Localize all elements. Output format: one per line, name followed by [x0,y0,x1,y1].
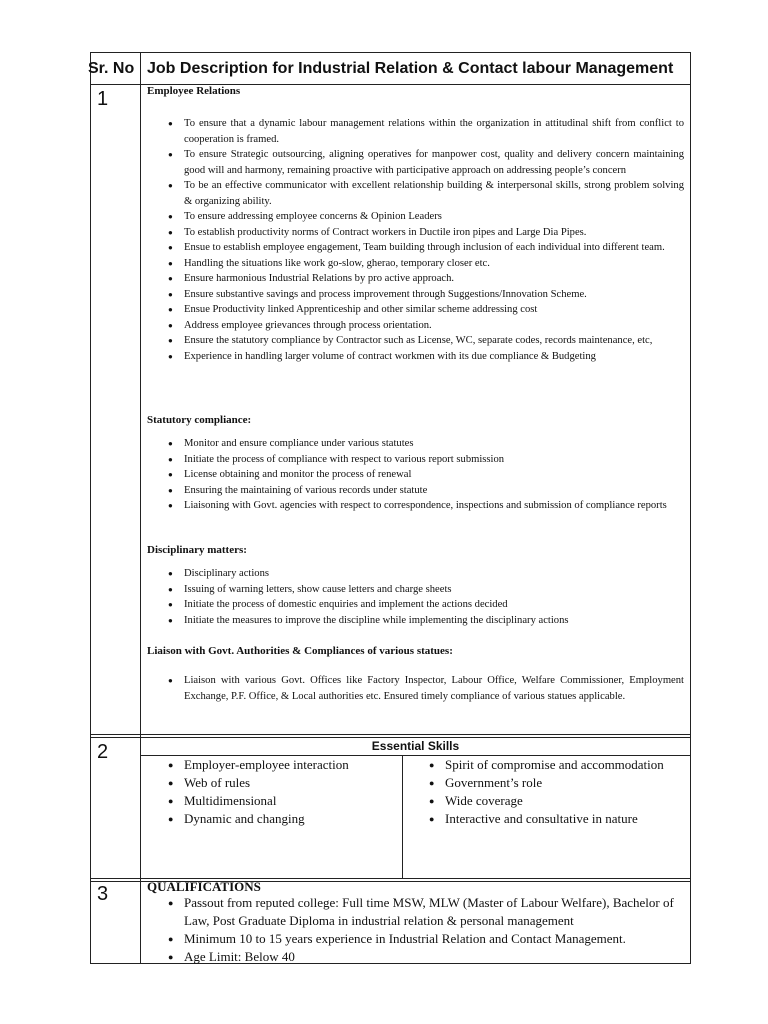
employee-relations-title: Employee Relations [147,85,241,97]
list-item: ● Age Limit: Below 40 [166,948,684,966]
table-border-right [690,52,691,964]
list-item: ● Ensure substantive savings and process improvement through Suggestions/Innovation Scheme. [166,287,684,303]
list-item: ● Monitor and ensure compliance under various statutes [166,436,684,452]
list-item: ● To ensure addressing employee concerns & Opinion Leaders [166,209,684,225]
row3-number: 3 [97,883,109,905]
list-item: ● Spirit of compromise and accommodation [427,756,667,774]
skills-right-list [427,756,667,828]
list-item: ● To ensure Strategic outsourcing, aligning operatives for manpower cost, quality and delivery concern maintaining good will and harmony, remaining proactive with participative approach on addressing people’s concern [166,147,684,178]
statutory-compliance-list [166,436,684,514]
qualifications-title: QUALIFICATIONS [147,879,261,894]
list-item: ● Multidimensional [166,792,396,810]
list-item: ● Employer-employee interaction [166,756,396,774]
list-item: ● License obtaining and monitor the process of renewal [166,467,684,483]
table-border-top [90,52,691,53]
list-item: ● Experience in handling larger volume of contract workmen with its due compliance & Budgeting [166,349,684,365]
disciplinary-matters-list [166,566,684,628]
list-item: ● Liaison with various Govt. Offices like Factory Inspector, Labour Office, Welfare Commissioner, Employment Exchange, P.F. Office, & Local authorities etc. Ensured timely compliance of various statues applicable. [166,673,684,704]
header-job-description: Job Description for Industrial Relation & Contact labour Management [147,60,674,77]
list-item: ● Initiate the process of compliance with respect to various report submission [166,452,684,468]
skills-left-list [166,756,396,828]
disciplinary-matters-title: Disciplinary matters: [147,544,247,556]
list-item: ● Initiate the process of domestic enquiries and implement the actions decided [166,597,684,613]
list-item: ● Handling the situations like work go-slow, gherao, temporary closer etc. [166,256,684,272]
list-item: ● Wide coverage [427,792,667,810]
list-item: ● Passout from reputed college: Full time MSW, MLW (Master of Labour Welfare), Bachelor of Law, Post Graduate Diploma in industrial relation & personal management [166,894,684,930]
list-item: ● Interactive and consultative in nature [427,810,667,828]
list-item: ● Government’s role [427,774,667,792]
column-divider [140,52,141,964]
qualifications-list [166,894,684,966]
list-item: ● Liaisoning with Govt. agencies with respect to correspondence, inspections and submission of compliance reports [166,498,684,514]
list-item: ● To ensure that a dynamic labour management relations within the organization in attitudinal shift from conflict to cooperation is framed. [166,116,684,147]
employee-relations-list [166,116,684,364]
list-item: ● Ensure the statutory compliance by Contractor such as License, WC, separate codes, records maintenance, etc, [166,333,684,349]
liaison-list [166,673,684,704]
list-item: ● Web of rules [166,774,396,792]
list-item: ● Dynamic and changing [166,810,396,828]
header-sr-no: Sr. No [88,60,135,77]
statutory-compliance-title: Statutory compliance: [147,414,252,426]
row1-number: 1 [97,88,109,110]
table-border-left [90,52,91,964]
list-item: ● Initiate the measures to improve the discipline while implementing the disciplinary actions [166,613,684,629]
list-item: ● Ensuring the maintaining of various records under statute [166,483,684,499]
list-item: ● Issuing of warning letters, show cause letters and charge sheets [166,582,684,598]
row2-number: 2 [97,741,109,763]
list-item: ● Minimum 10 to 15 years experience in Industrial Relation and Contact Management. [166,930,684,948]
row1-divider [90,734,691,735]
list-item: ● Disciplinary actions [166,566,684,582]
job-description-table [90,52,691,964]
list-item: ● To be an effective communicator with excellent relationship building & interpersonal skills, strong problem solving & organizing ability. [166,178,684,209]
essential-skills-title: Essential Skills [371,739,460,753]
skills-column-divider [402,755,403,879]
list-item: ● Ensue Productivity linked Apprenticeship and other similar scheme addressing cost [166,302,684,318]
list-item: ● To establish productivity norms of Contract workers in Ductile iron pipes and Large Dia Pipes. [166,225,684,241]
liaison-title: Liaison with Govt. Authorities & Compliances of various statues: [147,645,453,657]
list-item: ● Ensure harmonious Industrial Relations by pro active approach. [166,271,684,287]
list-item: ● Address employee grievances through process orientation. [166,318,684,334]
list-item: ● Ensue to establish employee engagement, Team building through inclusion of each individual into different team. [166,240,684,256]
